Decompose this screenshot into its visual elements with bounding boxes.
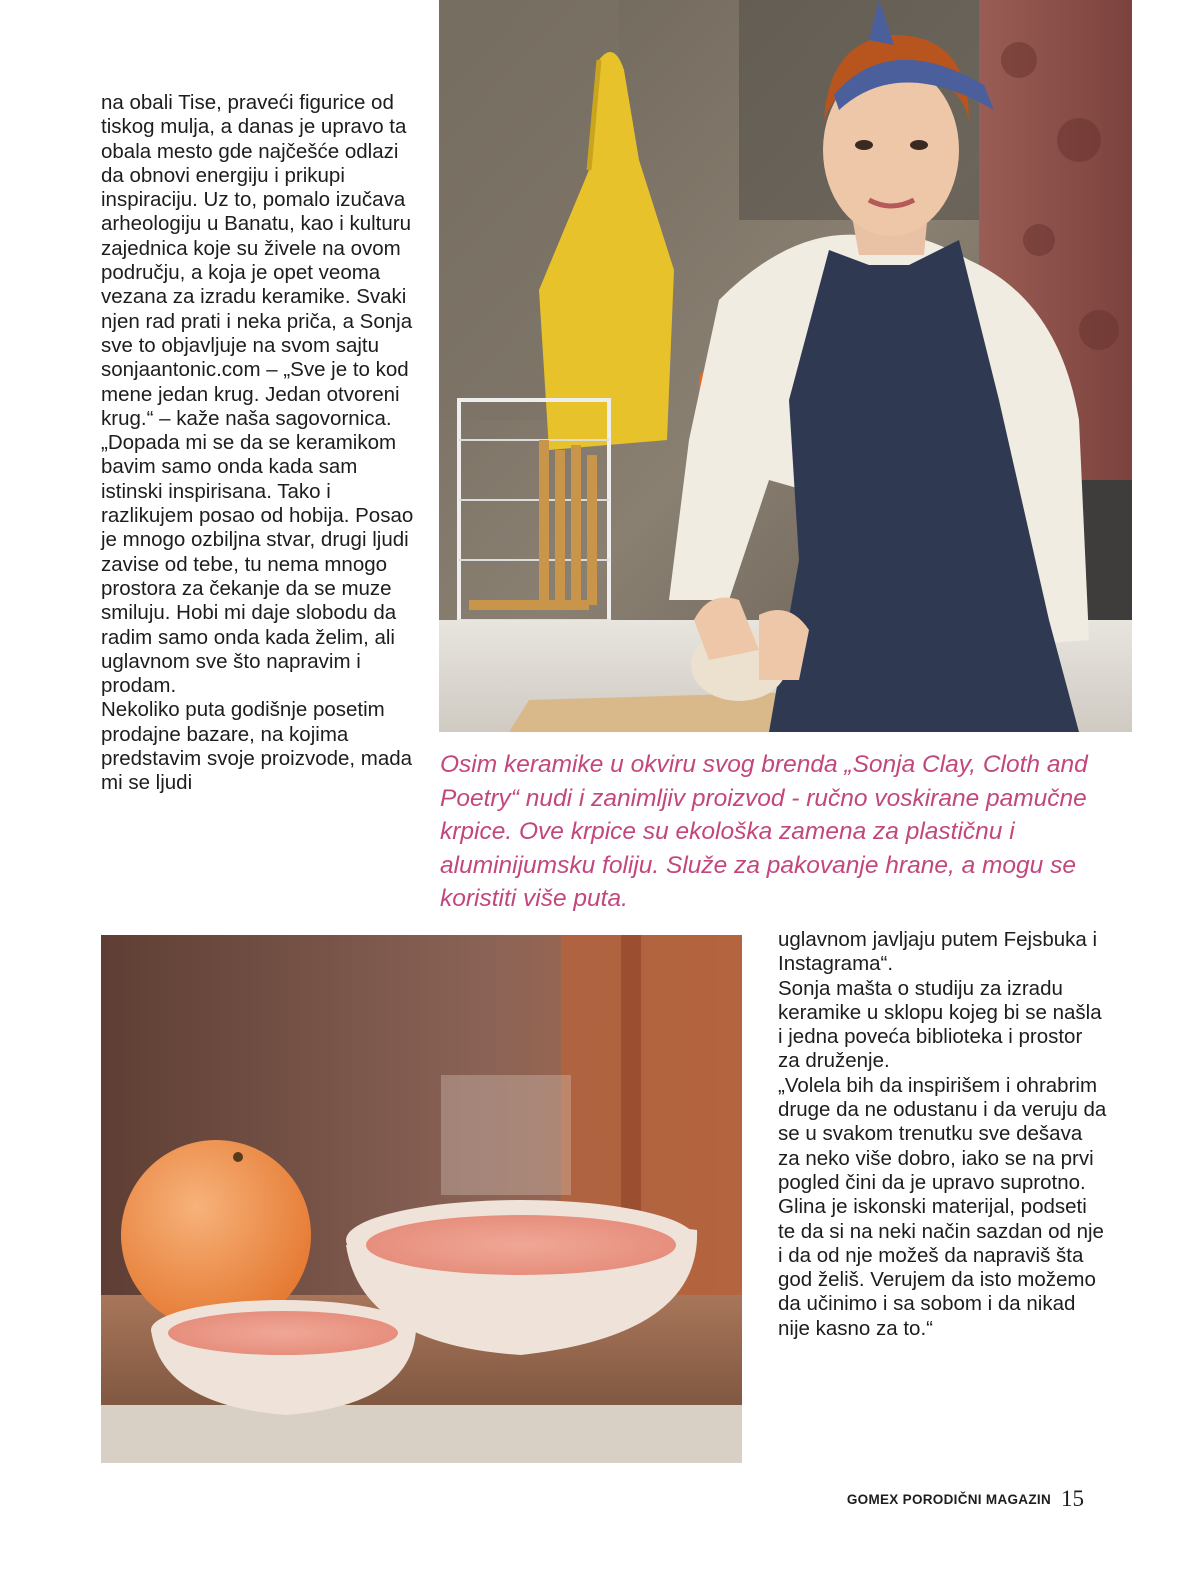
paragraph: „Volela bih da inspirišem i ohrabrim druge da ne odustanu i da veruju da se u svakom trenutku sve dešava za neko više dobro, iako se na prvi pogled čini da je upravo suprotno. Glina je iskonski materijal, podseti te da si na neki način sazdan od nje i da od nje možeš da napraviš šta god želiš. Verujem da isto možemo da učinimo i sa sobom i da nikad nije kasno za to.“ xyxy=(778,1073,1107,1340)
paragraph: „Dopada mi se da se keramikom bavim samo onda kada sam istinski inspirisana. Tako i razlikujem posao od hobija. Posao je mnogo ozbiljna stvar, drugi ljudi zavise od tebe, tu nema mnogo prostora za čekanje da se muze smiluju. Hobi mi daje slobodu da radim samo onda kada želim, ali uglavnom sve što napravim i prodam. xyxy=(101,431,414,698)
magazine-name: GOMEX PORODIČNI MAGAZIN xyxy=(846,1491,1051,1507)
photo-caption: Osim keramike u okviru svog brenda „Sonja Clay, Cloth and Poetry“ nudi i zanimljiv proizvod - ručno voskirane pamučne krpice. Ove krpice su ekološka zamena za plastičnu i aluminijumsku foliju. Služe za pakovanje hrane, a mogu se koristiti više puta. xyxy=(440,751,1088,912)
paragraph: Nekoliko puta godišnje posetim prodajne bazare, na kojima predstavim svoje proizvode, mada mi se ljudi xyxy=(101,698,413,795)
paragraph: uglavnom javljaju putem Fejsbuka i Instagrama“. xyxy=(778,928,1098,976)
article-column-left xyxy=(101,91,421,796)
photo-ceramicist-working xyxy=(439,0,1132,732)
paragraph: na obali Tise, praveći figurice od tiskog mulja, a danas je upravo ta obala mesto gde najčešće odlazi da obnovi energiju i prikupi inspiraciju. Uz to, pomalo izučava arheologiju u Banatu, kao i kulturu zajednica koje su živele na ovom području, a koja je opet veoma vezana za izradu keramike. Svaki njen rad prati i neka priča, a Sonja sve to objavljuje na svom sajtu sonjaantonic.com – „Sve je to kod mene jedan krug. Jedan otvoreni krug.“ – kaže naša sagovornica. xyxy=(101,91,413,430)
page-number: 15 xyxy=(1061,1486,1084,1511)
photo-ceramic-bowls xyxy=(101,935,742,1463)
article-column-right xyxy=(778,928,1108,1341)
page-footer xyxy=(800,1484,1084,1514)
paragraph: Sonja mašta o studiju za izradu keramike u sklopu kojeg bi se našla i jedna poveća biblioteka i prostor za druženje. xyxy=(778,976,1102,1073)
